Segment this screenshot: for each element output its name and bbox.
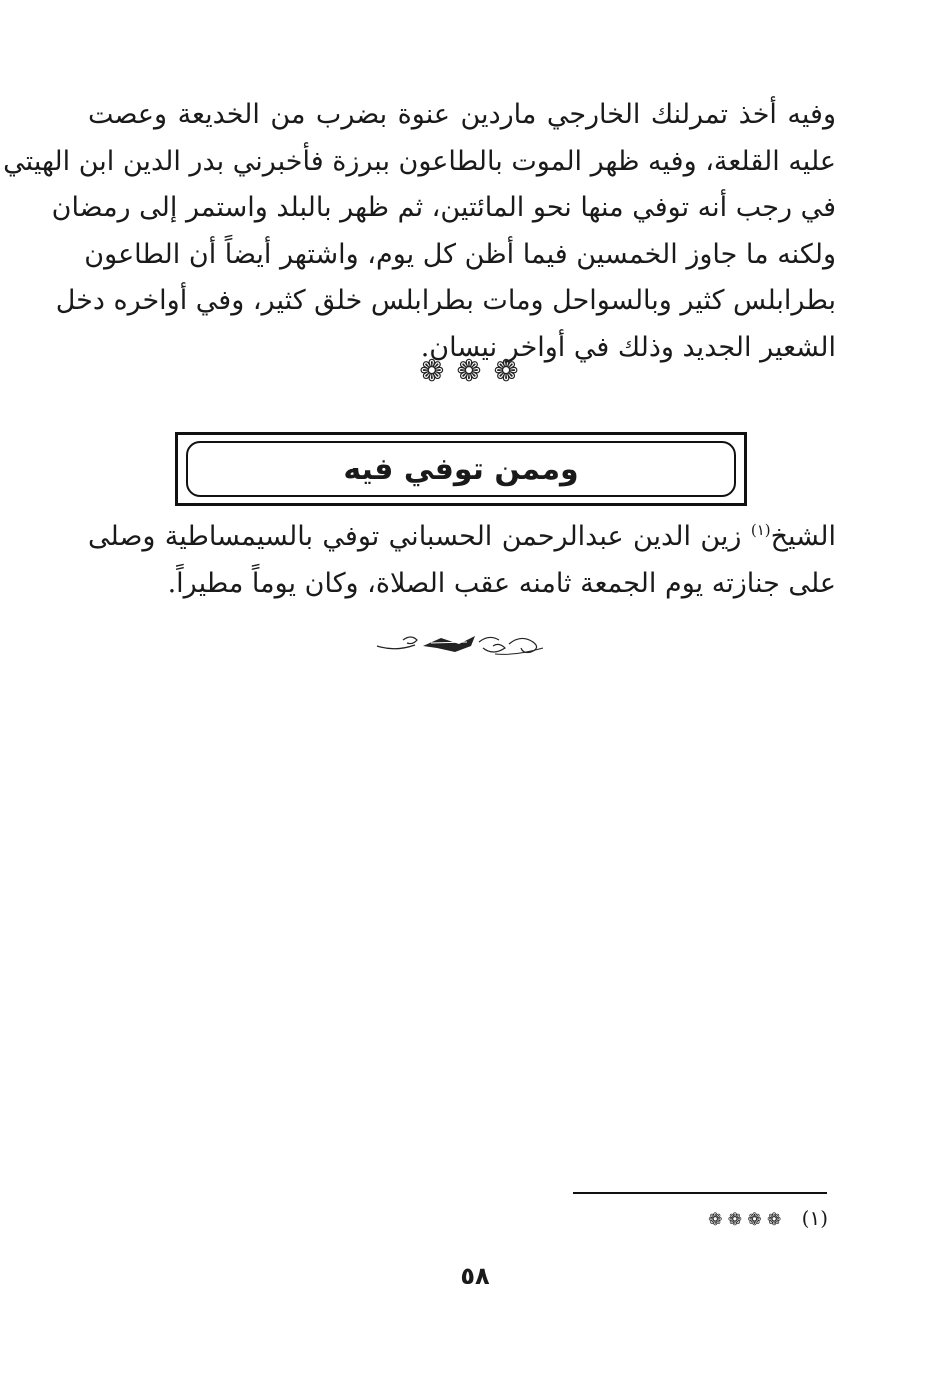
paragraph-line: الشعير الجديد وذلك في أواخر نيسان. [420,331,836,363]
paragraph-line: ولكنه ما جاوز الخمسين فيما أظن كل يوم، واشتهر أيضاً أن الطاعون [84,238,836,270]
footnote-divider [573,1192,827,1194]
paragraph-1 [3,92,836,371]
footnote-reference: (١) [750,521,771,539]
entry-title: الشيخ [770,521,836,552]
paragraph-line: بطرابلس كثير وبالسواحل ومات بطرابلس خلق كثير، وفي أواخره دخل [55,285,836,316]
paragraph-line: وفيه أخذ تمرلنك الخارجي ماردين عنوة بضرب من الخديعة وعصت [88,99,836,130]
end-ornament-icon [375,630,545,658]
footnote-text: ❁ ❁ ❁ ❁ [708,1210,782,1230]
paragraph-line: في رجب أنه توفي منها نحو المائتين، ثم ظهر بالبلد واستمر إلى رمضان [51,192,836,223]
section-heading: وممن توفي فيه [343,451,579,487]
page-number: ٥٨ [460,1262,490,1290]
section-heading-frame [175,432,747,506]
paragraph-line: عليه القلعة، وفيه ظهر الموت بالطاعون ببرزة فأخبرني بدر الدين ابن الهيتي [3,145,836,177]
section-separator-stars: ❁❁❁ [419,354,531,389]
paragraph-line [88,514,836,561]
footnote-number: (١) [801,1206,828,1230]
paragraph-2 [88,514,836,607]
entry-text: زين الدين عبدالرحمن الحسباني توفي بالسيمساطية وصلى [88,521,751,552]
footnote [708,1206,828,1230]
paragraph-line: على جنازته يوم الجمعة ثامنه عقب الصلاة، وكان يوماً مطيراً. [167,567,836,599]
